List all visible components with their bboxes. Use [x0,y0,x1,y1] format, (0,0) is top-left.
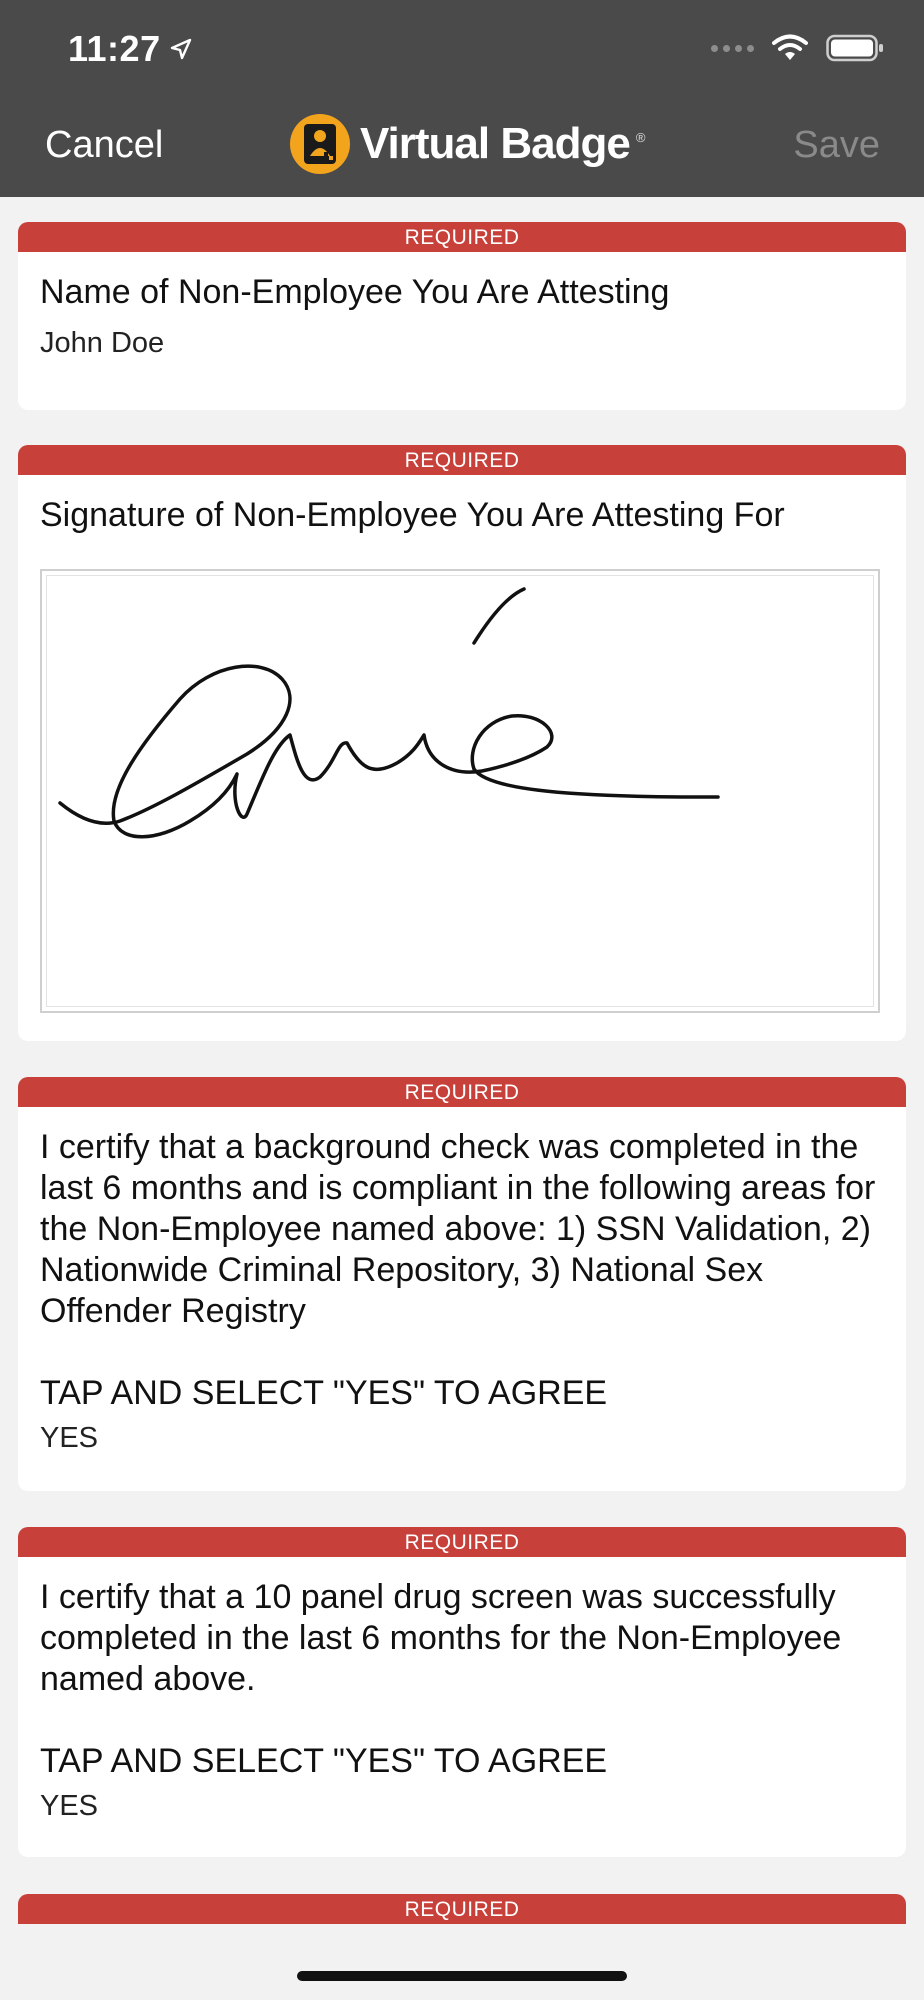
required-banner: REQUIRED [18,1894,906,1924]
required-banner: REQUIRED [18,1527,906,1557]
drug-screen-card[interactable] [18,1527,906,1857]
name-field-value[interactable]: John Doe [40,327,165,359]
required-banner: REQUIRED [18,1077,906,1107]
signature-drawing [42,571,882,1015]
status-time [68,28,193,70]
brand-name: Virtual Badge [360,119,630,168]
signature-pad[interactable] [40,569,880,1013]
app-brand [290,114,645,174]
background-check-card[interactable] [18,1077,906,1491]
field-question: I certify that a background check was completed in the last 6 months and is compliant in the following areas for the Non-Employee named above: 1) SSN Validation, 2) Nationwide Criminal Repository, 3) National Sex Offender Registry [40,1128,876,1330]
virtual-badge-logo-icon [290,114,350,174]
field-question: Signature of Non-Employee You Are Attesting For [40,496,785,534]
required-banner: REQUIRED [18,445,906,475]
status-time-text: 11:27 [68,28,161,69]
next-field-card[interactable] [18,1894,906,1924]
wifi-icon [772,34,808,62]
status-icons [711,34,884,62]
location-arrow-icon [169,37,193,61]
cancel-button[interactable]: Cancel [45,124,164,166]
signature-field-card[interactable] [18,445,906,1041]
agree-prompt: TAP AND SELECT "YES" TO AGREE [40,1374,608,1412]
drug-screen-answer[interactable]: YES [40,1790,99,1822]
field-question: I certify that a 10 panel drug screen was successfully completed in the last 6 months for the Non-Employee named above. [40,1578,842,1698]
name-field-card[interactable] [18,222,906,410]
field-question: Name of Non-Employee You Are Attesting [40,273,670,311]
agree-prompt: TAP AND SELECT "YES" TO AGREE [40,1742,608,1780]
background-check-answer[interactable]: YES [40,1422,99,1454]
cellular-signal-icon [711,45,754,52]
top-bar [0,0,924,197]
home-indicator[interactable] [297,1971,627,1981]
required-banner: REQUIRED [18,222,906,252]
registered-mark: ® [635,129,646,145]
battery-icon [826,34,884,62]
save-button[interactable]: Save [793,124,880,166]
